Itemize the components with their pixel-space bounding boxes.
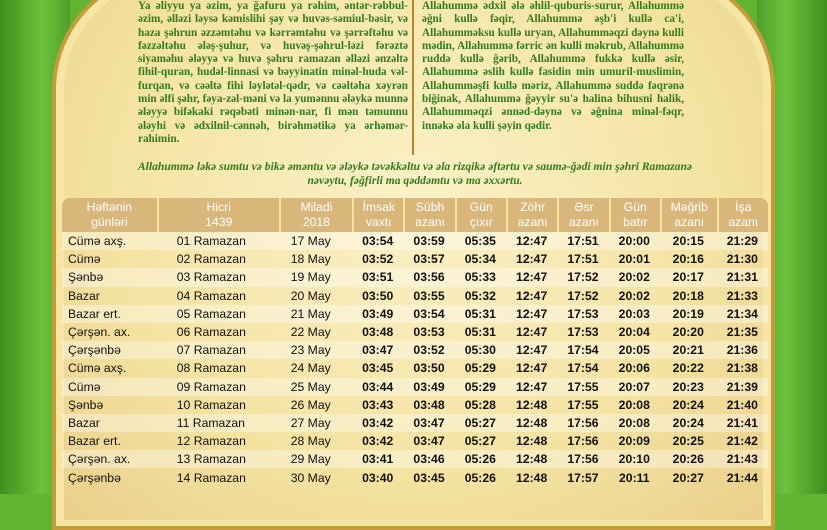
table-cell: 25 May [279, 378, 352, 396]
table-cell: 05:29 [464, 361, 496, 376]
table-cell: 17:51 [557, 232, 608, 250]
column-header [62, 198, 157, 232]
table-cell: 20:06 [618, 361, 650, 376]
table-cell: 03 Ramazan [157, 268, 279, 286]
column-header-line: çıxır [469, 215, 493, 229]
table-cell: 05:34 [464, 252, 496, 267]
column-header [352, 198, 403, 232]
table-cell: 20:18 [672, 288, 704, 303]
table-cell: 03:47 [403, 414, 454, 432]
table-cell: Cümə axş. [62, 232, 157, 250]
table-cell: 03:55 [413, 288, 445, 303]
table-cell: 19 May [279, 268, 352, 286]
table-cell: 11 Ramazan [157, 414, 279, 432]
table-cell: 30 May [290, 470, 331, 485]
table-cell: 05:26 [464, 470, 496, 485]
table-cell: 12:48 [506, 414, 557, 432]
table-row [62, 396, 768, 414]
table-cell: 17:56 [557, 450, 608, 468]
column-header-line: azanı [728, 215, 759, 229]
table-cell: 12:48 [506, 450, 557, 468]
table-row [62, 305, 768, 323]
table-cell: 05:27 [464, 434, 496, 449]
table-cell: 03:47 [352, 341, 403, 359]
table-cell: Bazar [68, 288, 100, 303]
column-header [660, 198, 717, 232]
table-cell: 20:15 [660, 232, 717, 250]
column-header-line: Hicri [206, 200, 231, 214]
table-cell: 07 Ramazan [157, 341, 279, 359]
table-cell: 12:47 [506, 341, 557, 359]
table-cell: 12:47 [506, 268, 557, 286]
table-cell: Şənbə [62, 268, 157, 286]
table-cell: 03:50 [413, 361, 445, 376]
table-cell: 20:02 [618, 288, 650, 303]
table-row [62, 414, 768, 432]
table-cell: 20:02 [609, 268, 660, 286]
table-cell: 05:30 [455, 341, 506, 359]
table-cell: 20:11 [619, 470, 650, 485]
table-cell: 21:38 [726, 361, 758, 376]
table-cell: 05 Ramazan [157, 305, 279, 323]
column-header [506, 198, 557, 232]
table-cell: 12 Ramazan [176, 434, 246, 449]
table-cell: 17:54 [567, 361, 599, 376]
table-cell: Çərşənbə [62, 341, 157, 359]
table-row [62, 468, 768, 486]
table-cell: 12:47 [516, 252, 548, 267]
column-header [609, 198, 660, 232]
table-cell: 20:19 [660, 305, 717, 323]
table-cell: 17:55 [567, 397, 599, 412]
table-cell: 12:48 [516, 397, 548, 412]
table-cell: 18 May [290, 252, 331, 267]
iftar-prayer: Allahummə ləkə sumtu və bikə əməntu və ələykə təvəkkəltu və əla rizqikə əftərtu və saumə-ğədi min şəhri Ramazanə nəvəytu, fəğfirli ma qəddəmtu və ma əxxərtu. [137, 160, 693, 187]
table-cell: 17:57 [567, 470, 599, 485]
table-cell: 17:54 [557, 341, 608, 359]
table-cell: 03:50 [362, 288, 394, 303]
column-header-line: Gün [623, 200, 647, 214]
column-header-line: vaxtı [365, 215, 392, 229]
column-header-line: batır [623, 215, 648, 229]
column-header-line: Əsr [574, 200, 594, 214]
table-cell: 05:33 [455, 268, 506, 286]
table-cell: 17:52 [557, 268, 608, 286]
prayer-text-right: Allahummə ədxil ələ əhlil-quburis-surur, Allahummə əğni kullə fəqir, Allahummə əşb'i kullə ca'i, Allahumməksu kullə uryan, Allahumməqzi dəynə kulli mədin, Allahummə fərric ən kulli məkrub, Allahummə ruddə kullə ğərib, Allahummə fukkə kullə əsir, Allahummə əslih kullə fasidin min umuril-muslimin, Allahumməşfi kullə məriz, Allahummə suddə fəqrənə biğinak, Allahummə ğəyyir su'ə halina bihusni halik, Allahumməqzi ənnəd-dəynə və əğnina minəl-fəqr, innəkə əla kulli şəyin qədir. [422, 0, 684, 132]
table-cell: 21:34 [717, 305, 768, 323]
table-cell: 21:31 [717, 268, 768, 286]
table-cell: 03:49 [403, 378, 454, 396]
timetable-header-row [62, 198, 768, 232]
table-cell: 08 Ramazan [176, 361, 246, 376]
table-cell: 17:56 [557, 414, 608, 432]
table-cell: 20:01 [618, 252, 650, 267]
table-cell: 03:52 [403, 341, 454, 359]
table-cell: 20:22 [672, 361, 704, 376]
column-header-line: azanı [517, 215, 548, 229]
table-cell: 03:52 [362, 252, 394, 267]
column-header-line: Sübh [415, 200, 445, 214]
table-cell: 20:20 [672, 325, 704, 340]
table-cell: 03:51 [352, 268, 403, 286]
table-cell: 14 Ramazan [176, 470, 246, 485]
table-cell: Çərşənbə [68, 470, 121, 485]
table-cell: 28 May [290, 434, 331, 449]
table-cell: 23 May [279, 341, 352, 359]
table-cell: 24 May [290, 361, 331, 376]
column-header [455, 198, 506, 232]
table-cell: 03:48 [362, 325, 394, 340]
table-cell: 20:26 [660, 450, 717, 468]
table-cell: 29 May [279, 450, 352, 468]
column-header [279, 198, 352, 232]
table-cell: 17 May [279, 232, 352, 250]
column-header-line: azanı [415, 215, 445, 229]
table-cell: Çərşən. ax. [62, 450, 157, 468]
table-row [62, 323, 768, 341]
table-row [62, 287, 768, 305]
table-cell: 21:39 [717, 378, 768, 396]
column-header-line: Zöhr [520, 200, 546, 214]
table-cell: 20:16 [672, 252, 704, 267]
table-cell: Bazar [62, 414, 157, 432]
column-header-line: 1439 [205, 215, 233, 229]
table-cell: 03:59 [403, 232, 454, 250]
table-row [62, 250, 768, 268]
table-cell: 20:10 [609, 450, 660, 468]
table-cell: 20:08 [618, 397, 650, 412]
table-cell: 12:47 [506, 305, 557, 323]
table-cell: 20:05 [609, 341, 660, 359]
table-cell: 20:21 [660, 341, 717, 359]
table-cell: 17:53 [557, 305, 608, 323]
table-row [62, 232, 768, 250]
table-cell: 20:24 [660, 414, 717, 432]
column-header-line: Məğrib [670, 200, 708, 214]
table-cell: 12:47 [506, 232, 557, 250]
table-cell: 03:42 [352, 414, 403, 432]
table-cell: Cümə axş. [68, 361, 127, 376]
table-cell: 20 May [290, 288, 331, 303]
table-cell: 03:41 [352, 450, 403, 468]
table-cell: Bazar ert. [68, 434, 121, 449]
column-header [557, 198, 608, 232]
column-header-line: azanı [569, 215, 599, 229]
table-row [62, 268, 768, 286]
table-cell: 21:44 [726, 470, 758, 485]
column-header [717, 198, 768, 232]
table-cell: 05:31 [464, 325, 496, 340]
table-cell: 20:00 [609, 232, 660, 250]
table-cell: 20:25 [672, 434, 704, 449]
table-cell: 17:55 [557, 378, 608, 396]
column-header-line: azanı [674, 215, 705, 229]
table-cell: 05:35 [455, 232, 506, 250]
column-header-line: 2018 [302, 215, 330, 229]
table-cell: 20:04 [618, 325, 650, 340]
table-cell: 20:09 [618, 434, 650, 449]
table-cell: 21:29 [717, 232, 768, 250]
table-cell: 21:41 [717, 414, 768, 432]
table-cell: 21:30 [726, 252, 758, 267]
table-cell: 05:28 [464, 397, 496, 412]
table-cell: 17:51 [567, 252, 599, 267]
column-header [157, 198, 279, 232]
column-header-line: İşa [735, 200, 752, 214]
table-cell: 03:43 [362, 397, 394, 412]
table-row [62, 359, 768, 377]
table-cell: 03:57 [413, 252, 445, 267]
table-cell: Bazar ert. [62, 305, 157, 323]
table-cell: 03:54 [352, 232, 403, 250]
table-cell: 27 May [279, 414, 352, 432]
table-cell: 02 Ramazan [176, 252, 246, 267]
table-cell: 03:47 [413, 434, 445, 449]
table-cell: 03:49 [352, 305, 403, 323]
table-cell: 21:36 [717, 341, 768, 359]
table-cell: 03:46 [403, 450, 454, 468]
table-cell: 21:35 [726, 325, 758, 340]
table-cell: 05:26 [455, 450, 506, 468]
table-cell: 10 Ramazan [176, 397, 246, 412]
timetable-body [62, 232, 768, 487]
table-cell: 03:40 [362, 470, 394, 485]
column-header-line: Həftənin [86, 200, 133, 214]
table-cell: 17:56 [567, 434, 599, 449]
table-cell: Çərşən. ax. [68, 325, 131, 340]
column-header-line: Miladi [300, 200, 333, 214]
table-cell: 12:47 [516, 361, 548, 376]
table-cell: 20:07 [609, 378, 660, 396]
table-cell: 20:17 [660, 268, 717, 286]
table-cell: 09 Ramazan [157, 378, 279, 396]
table-cell: 21:42 [726, 434, 758, 449]
table-cell: 03:54 [403, 305, 454, 323]
table-cell: 03:56 [403, 268, 454, 286]
table-cell: 03:42 [362, 434, 394, 449]
ramadan-timetable [62, 198, 768, 487]
table-cell: 12:48 [516, 434, 548, 449]
table-cell: 05:32 [464, 288, 496, 303]
table-cell: 12:48 [516, 470, 548, 485]
table-cell: 06 Ramazan [176, 325, 246, 340]
table-cell: 17:53 [567, 325, 599, 340]
table-row [62, 378, 768, 396]
table-cell: Cümə [68, 252, 101, 267]
table-cell: 20:24 [672, 397, 704, 412]
table-cell: Şənbə [68, 397, 104, 412]
table-cell: 12:47 [516, 288, 548, 303]
table-cell: 21:43 [717, 450, 768, 468]
table-cell: 05:31 [455, 305, 506, 323]
table-row [62, 450, 768, 468]
table-cell: 26 May [290, 397, 331, 412]
table-cell: 21:40 [726, 397, 758, 412]
column-header [403, 198, 454, 232]
table-cell: 12:47 [516, 325, 548, 340]
table-row [62, 341, 768, 359]
table-cell: 21 May [279, 305, 352, 323]
table-cell: 20:27 [672, 470, 704, 485]
table-cell: Cümə [62, 378, 157, 396]
table-cell: 05:27 [455, 414, 506, 432]
table-cell: 20:03 [609, 305, 660, 323]
table-cell: 20:08 [609, 414, 660, 432]
table-cell: 17:52 [567, 288, 599, 303]
table-cell: 22 May [290, 325, 331, 340]
prayer-divider [412, 0, 414, 155]
table-cell: 03:44 [352, 378, 403, 396]
table-cell: 21:33 [726, 288, 758, 303]
column-header-line: günləri [91, 215, 128, 229]
table-row [62, 432, 768, 450]
column-header-line: Gün [469, 200, 493, 214]
table-cell: 03:48 [413, 397, 445, 412]
table-cell: 20:23 [660, 378, 717, 396]
table-cell: 12:47 [506, 378, 557, 396]
table-cell: 13 Ramazan [157, 450, 279, 468]
prayer-text-left: Ya əliyyu ya əzim, ya ğafuru ya rəhim, əntər-rəbbul-əzim, əlləzi ləysə kəmislihi şəy və huvəs-səmiul-bəsir, və haza şəhrun əzzəmtəhu və kərrəmtəhu və şərrəftəhu və fəzzəltəhu ələş-şuhur, və huvəş-şəhrul-ləzi fərəztə siyaməhu ələyyə və huvə şəhru ramazan əlləzi ənzəltə fihil-quran, hudəl-linnasi və bəyyinatin minəl-huda vəl-furqan, və cəəltə fihi ləylətəl-qədr, və cəəltəha xəyrən min əlfi şəhr, fəya-zəl-məni və la yumənnu ələykə munnə ələyyə bifəkaki rəqəbəti minən-nar, fi mən təmunnu ələyhi və ədxilnil-cənnəh, birəhmətikə ya ərhəmər-rahimin. [138, 0, 408, 145]
table-cell: 03:53 [413, 325, 445, 340]
table-cell: 05:29 [455, 378, 506, 396]
table-cell: 01 Ramazan [157, 232, 279, 250]
column-header-line: İmsak [362, 200, 395, 214]
table-cell: 04 Ramazan [176, 288, 246, 303]
table-cell: 03:45 [362, 361, 394, 376]
table-cell: 03:45 [413, 470, 445, 485]
